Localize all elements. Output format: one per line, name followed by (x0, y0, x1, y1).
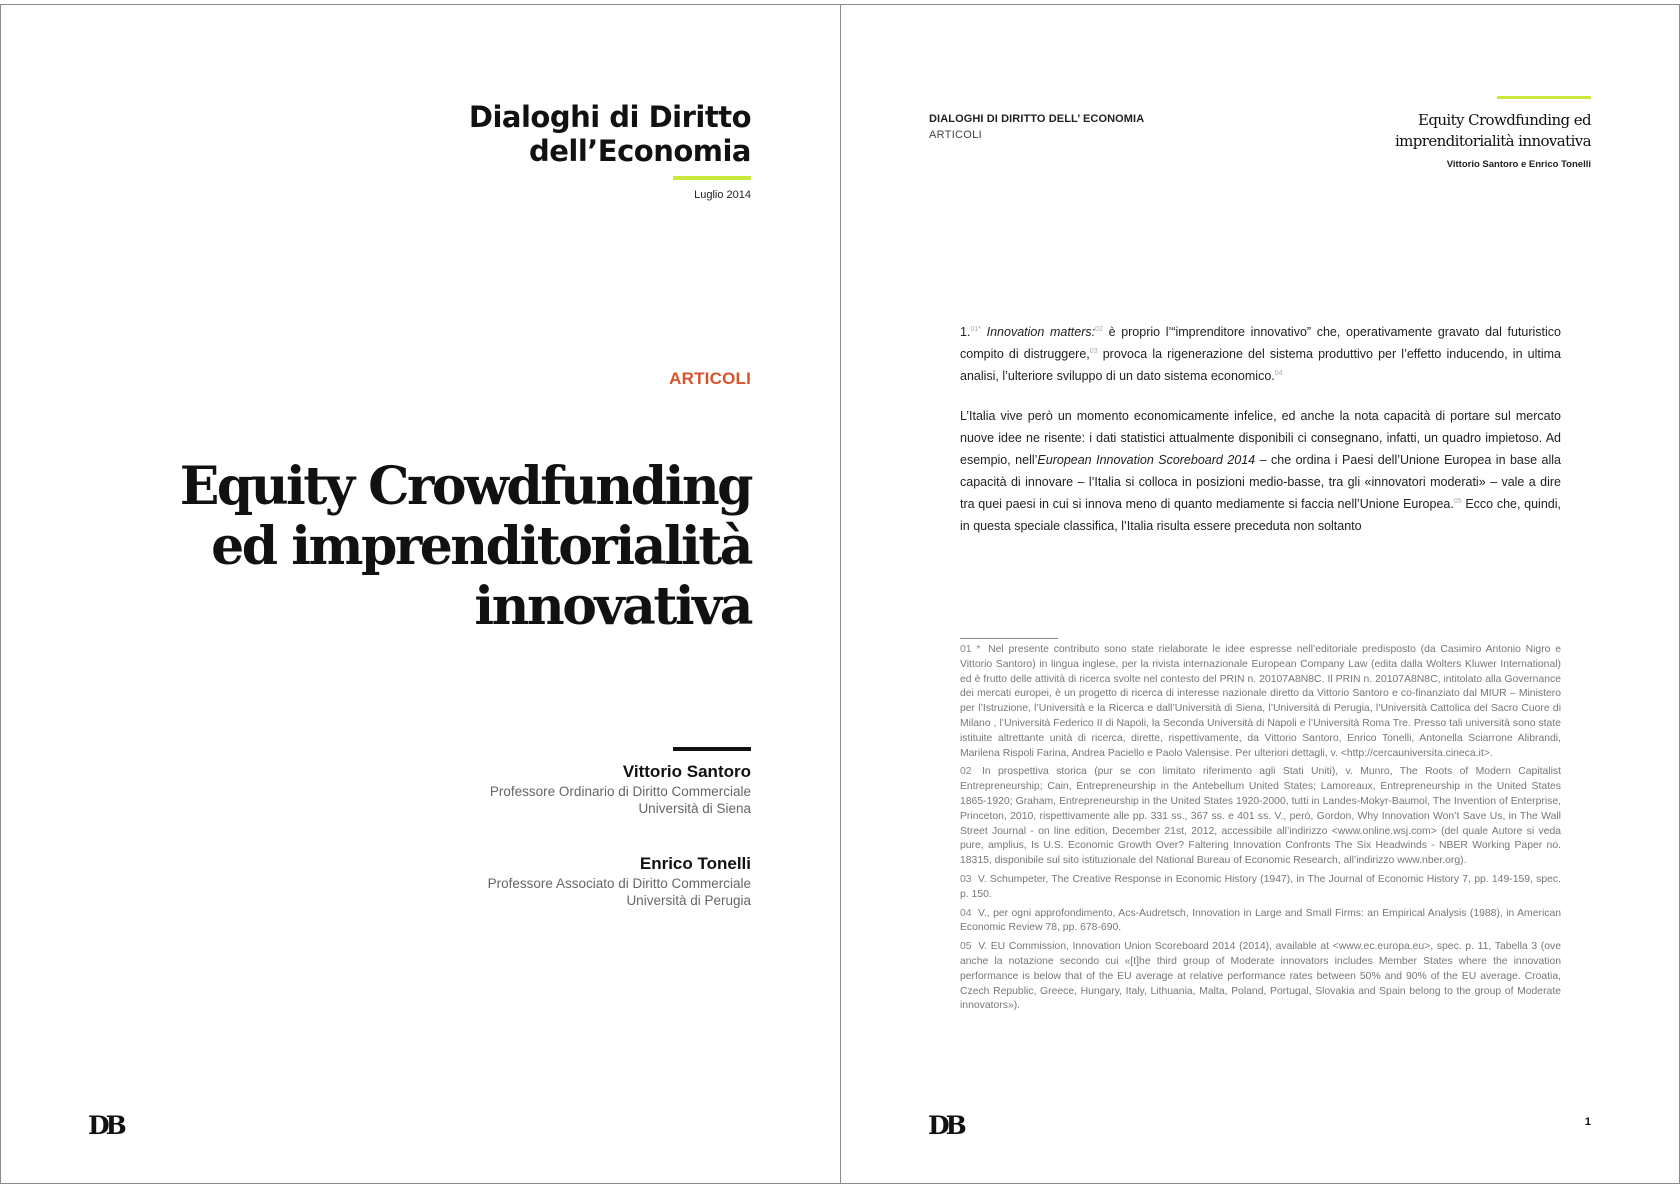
body-paragraph (960, 405, 1561, 537)
footnote (960, 765, 1561, 869)
running-title (1395, 110, 1591, 152)
footnote-text: Nel presente contributo sono state rielaborate le idee espresse nell’editoriale predisposto (da Casimiro Antonio Nigro e Vittorio Santoro) in lingua inglese, per la rivista internazionale European Company Law (edita dalla Wolters Kluwer International) ed è frutto delle attività di ricerca svolte nel contesto del PRIN n. 20107A8N8C. Il PRIN n. 20107A8N8C, intitolato alla Governance dei mercati europei, è un progetto di ricerca di interesse nazionale diretto da Vittorio Santoro e co-finanziato dal MIUR – Ministero per l’Istruzione, l’Università e la Ricerca e dall’Università di Siena, l’Università di Perugia, l’Università Cattolica del Sacro Cuore di Milano , l’Università Federico II di Napoli, la Seconda Università di Napoli e l’Università Roma Tre. Presso tali università sono state istituite altrettante unità di ricerca, dirette, rispettivamente, da Vittorio Santoro, Enrico Tonelli, Antonella Sciarrone Alibrandi, Marilena Rispoli Farina, Andrea Paciello e Paolo Valensise. Per ulteriori dettagli, v. <http://cercauniversita.cineca.it>. (960, 644, 1561, 759)
cover-page (0, 4, 841, 1184)
footnote-text: V. EU Commission, Innovation Union Scoreboard 2014 (2014), available at <www.ec.europa.eu>, spec. p. 11, Tabella 3 (ove anche la notazione secondo cui «[t]he third group of Moderate innovators includes Member States where the innovation performance is below that of the EU average at relative performance rates between 50% and 90% of the EU average. Croatia, Czech Republic, Greece, Hungary, Italy, Lithuania, Malta, Poland, Portugal, Slovakia and Spain belong to the group of Moderate innovators»). (960, 941, 1561, 1012)
article-title (51, 457, 751, 637)
footnote-number: 05 (960, 941, 972, 953)
body-paragraph (960, 321, 1561, 387)
paragraph-text: è proprio l’“imprenditore innovativo” che, operativamente gravato dal futuristico compito di distruggere, (960, 325, 1561, 361)
footnote-separator (960, 638, 1058, 639)
running-head-section: ARTICOLI (929, 129, 982, 141)
db-logo: DB (88, 1111, 123, 1140)
author-affiliation: Università di Siena (638, 801, 751, 816)
article-title-line3: innovativa (474, 576, 751, 637)
section-number: 1. (960, 325, 971, 339)
paragraph-text: – che ordina i Paesi dell’Unione Europea in base alla capacità di innovare – l’Italia si colloca in posizioni medio-basse, tra gli «innovatori moderati» – vale a dire tra quei paesi in cui si innova meno di quanto mediamente si faccia nell’Unione Europea. (960, 453, 1561, 511)
db-logo: DB (928, 1111, 963, 1140)
running-authors: Vittorio Santoro e Enrico Tonelli (1446, 159, 1591, 170)
footnote (960, 643, 1561, 761)
footnote-number: 01 * (960, 644, 981, 655)
footnote-ref[interactable]: 05 (1453, 497, 1462, 505)
footnote (960, 873, 1561, 903)
section-label: ARTICOLI (669, 369, 751, 388)
paragraph-text: L’Italia vive però un momento economicamente infelice, ed anche la nota capacità di portare sul mercato nuove idee ne risente: i dati statistici attualmente disponibili ci consegnano, infatti, un quadro impietoso. Ad esempio, nell’ (960, 409, 1561, 467)
footnote (960, 907, 1561, 937)
accent-rule (673, 176, 751, 180)
italic-phrase: European Innovation Scoreboard 2014 (1037, 453, 1256, 467)
footnote-number: 02 (960, 766, 972, 778)
footnote (960, 940, 1561, 1014)
paragraph-text: provoca la rigenerazione del sistema produttivo per l’effetto inducendo, in ultima analisi, l’ulteriore sviluppo di un dato sistema economico. (960, 347, 1562, 383)
journal-title (469, 100, 751, 168)
running-title-line1: Equity Crowdfunding ed (1418, 111, 1591, 129)
italic-phrase: Innovation matters: (986, 325, 1096, 339)
footnote-ref[interactable]: 03 (1089, 347, 1098, 355)
author-affiliation: Università di Perugia (626, 893, 751, 908)
running-title-line2: imprenditorialità innovativa (1394, 132, 1591, 150)
footnote-ref[interactable]: 02 (1095, 325, 1103, 333)
author-divider (673, 747, 751, 751)
article-title-line1: Equity Crowdfunding (179, 456, 751, 517)
journal-title-line2: dell’Economia (528, 134, 751, 168)
author-name: Vittorio Santoro (622, 762, 751, 781)
footnotes (960, 643, 1561, 1018)
author-block (488, 853, 751, 909)
page-number: 1 (1584, 1116, 1591, 1128)
footnote-text: In prospettiva storica (pur se con limitato riferimento agli Stati Uniti), v. Munro, The Roots of Modern Capitalist Entrepreneurship; Cain, Entrepreneurship in the Antebellum United States; Lamoreaux, Entrepreneurship in the United States 1865-1920; Graham, Entrepreneurship in the United States 1920-2000, tutti in Landes-Mokyr-Baumol, The Invention of Enterprise, Princeton, 2010, rispettivamente alle pp. 331 ss., 367 ss. e 401 ss. V., però, Gordon, Why Innovation Won’t Save Us, in The Wall Street Journal - on line edition, December 21st, 2012, accessibile all’indirizzo <www.online.wsj.com> (del quale Autore si veda pure, amplius, Is U.S. Economic Growth Over? Faltering Innovation Confronts The Six Headwinds - NBER Working Paper no. 18315, disponibile sul sito istituzionale del National Bureau of Economic Research, all’indirizzo www.nber.org). (960, 766, 1561, 867)
article-page (840, 4, 1680, 1184)
author-role: Professore Ordinario di Diritto Commerciale (489, 784, 751, 799)
journal-title-line1: Dialoghi di Diritto (468, 100, 751, 134)
paragraph-text: Ecco che, quindi, in questa speciale classifica, l’Italia risulta essere preceduta non soltanto (960, 497, 1561, 533)
author-role: Professore Associato di Diritto Commerciale (487, 876, 751, 891)
footnote-number: 03 (960, 873, 972, 885)
author-name: Enrico Tonelli (639, 854, 751, 873)
footnote-ref[interactable]: 01* (970, 325, 981, 333)
footnote-ref[interactable]: 04 (1274, 369, 1283, 377)
running-head-journal: DIALOGHI DI DIRITTO DELL’ ECONOMIA (929, 113, 1145, 125)
article-title-line2: ed imprenditorialità (211, 516, 751, 577)
accent-rule (1497, 96, 1591, 99)
issue-date: Luglio 2014 (694, 189, 751, 201)
footnote-number: 04 (960, 907, 972, 919)
footnote-text: V. Schumpeter, The Creative Response in Economic History (1947), in The Journal of Economic History 7, pp. 149-159, spec. p. 150. (960, 873, 1562, 900)
footnote-text: V., per ogni approfondimento, Acs-Audretsch, Innovation in Large and Small Firms: an Empirical Analysis (1988), in American Economic Review 78, pp. 678-690. (960, 907, 1562, 934)
author-block (490, 761, 751, 817)
